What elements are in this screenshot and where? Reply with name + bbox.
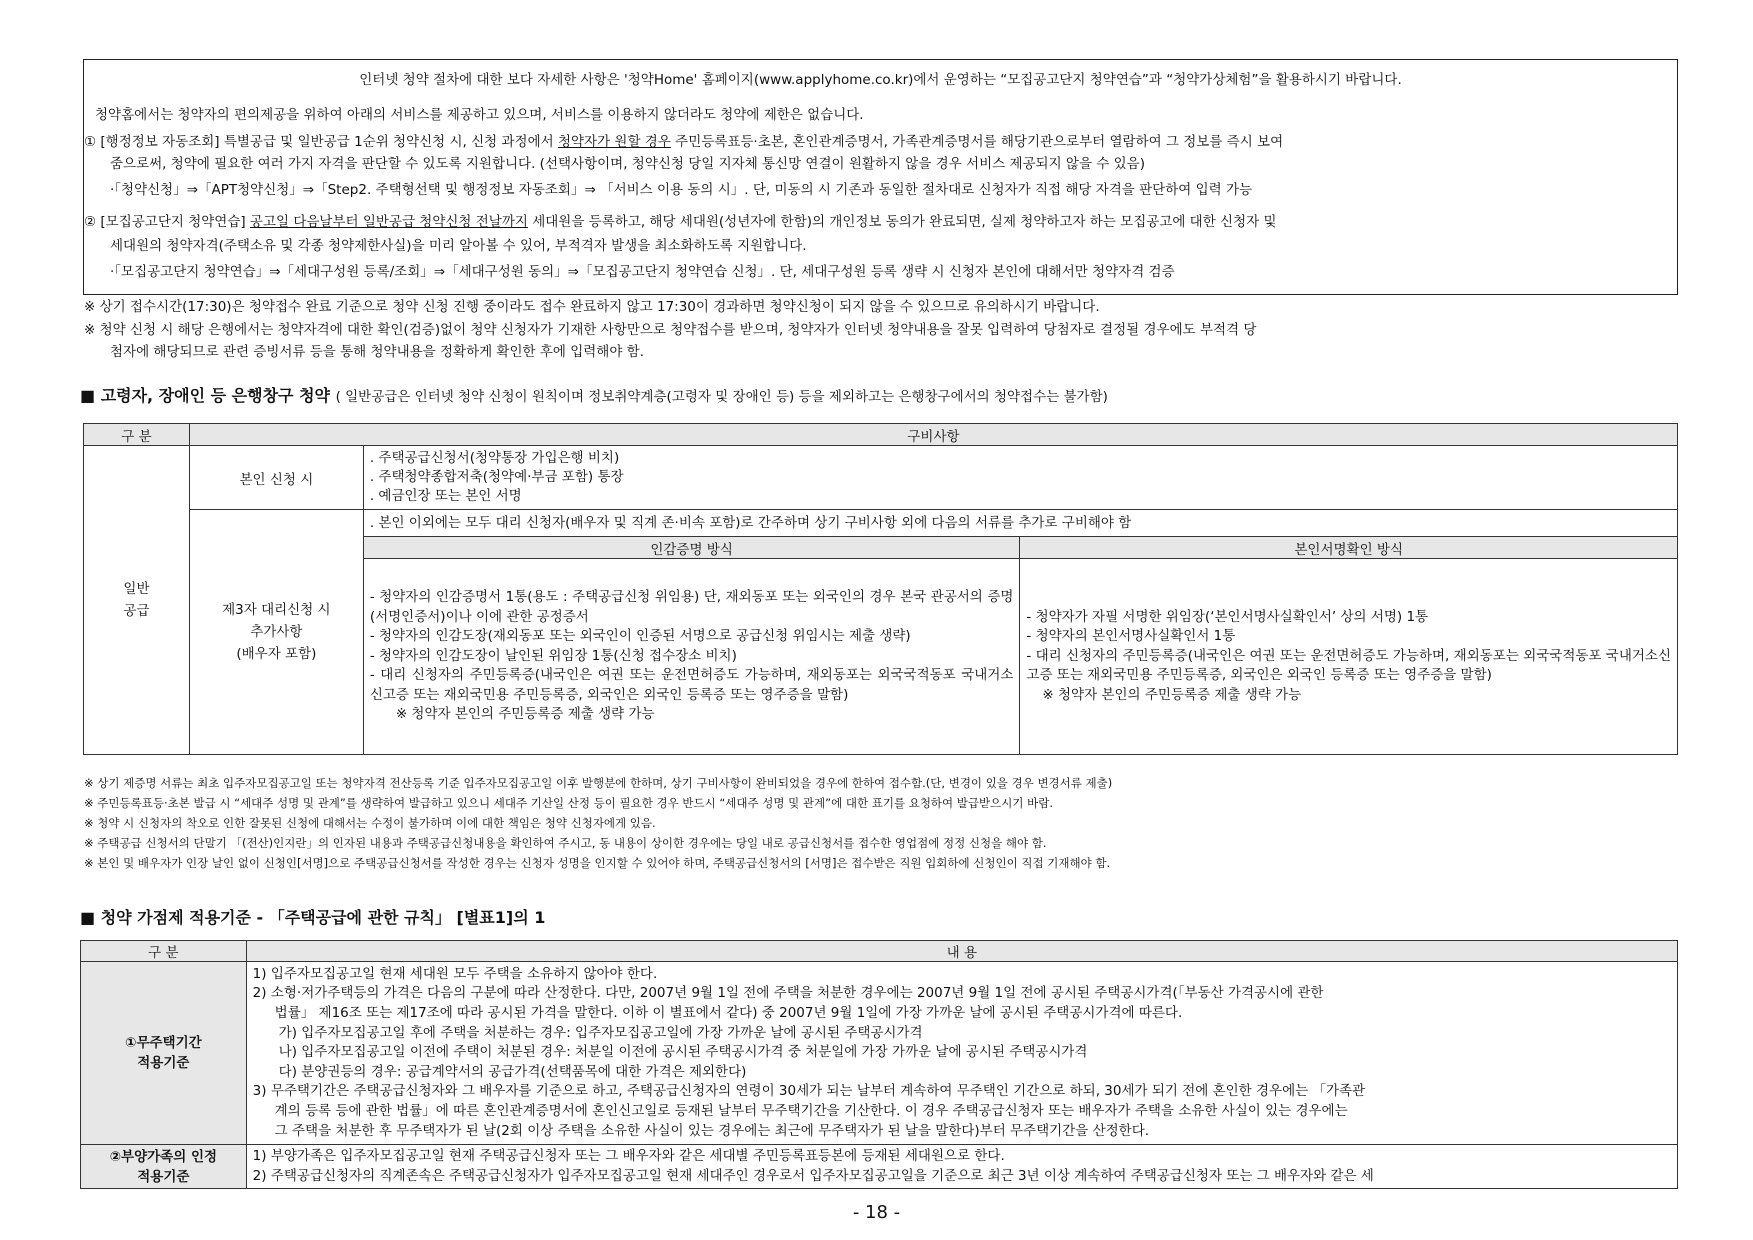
note-documents: ※ 상기 제증명 서류는 최초 입주자모집공고일 또는 청약자격 전산등록 기준 입주자모집공고일 이후 발행분에 한하며, 상기 구비사항이 완비되었을 경우에 한하여 접수함.(단, 변경이 있을 경우 변경서류 제출) bbox=[84, 776, 1113, 790]
th-seal-certificate: 인감증명 방식 bbox=[363, 537, 1020, 559]
info-item-1-line-3: ·「청약신청」⇒「APT청약신청」⇒「Step2. 주택형선택 및 행정정보 자동조회」⇒ 「서비스 이용 동의 시」. 단, 미동의 시 기존과 동일한 절차대로 신청자가 직접 해당 자격을 판단하여 입력 가능 bbox=[110, 182, 1253, 198]
content-line: 그 주택을 처분한 후 무주택자가 된 날(2회 이상 주택을 소유한 사실이 있는 경우에는 최근에 무주택자가 된 날을 말한다)부터 무주택기간을 산정한다. bbox=[274, 1122, 1150, 1139]
cell-dependents-content bbox=[246, 1145, 1677, 1189]
self-item: . 주택공급신청서(청약통장 가입은행 비치) bbox=[369, 450, 620, 466]
content-line: 2) 주택공급신청자의 직계존속은 주택공급신청자가 입주자모집공고일 현재 세대주인 경우로서 입주자모집공고일을 기준으로 최근 3년 이상 계속하여 주택공급신청자 또는 그 배우자와 같은 세 bbox=[252, 1167, 1374, 1184]
table-bank-requirements bbox=[83, 423, 1678, 755]
cell-no-house-content bbox=[246, 962, 1677, 1145]
cell-seal-method-items bbox=[363, 559, 1020, 755]
th-gubun: 구 분 bbox=[84, 424, 190, 446]
content-line: 계의 등록 등에 관한 법률」에 따른 혼인관계증명서에 혼인신고일로 등재된 날부터 무주택기간을 기산한다. 이 경우 주택공급신청자 또는 배우자가 주택을 소유한 사실이 있는 경우에는 bbox=[274, 1102, 1348, 1119]
seal-item: - 청약자의 인감도장(재외동포 또는 외국인이 인증된 서명으로 공급신청 위임시는 제출 생략) bbox=[369, 628, 911, 645]
cell-proxy-label: 제3자 대리신청 시 추가사항 (배우자 포함) bbox=[189, 510, 363, 755]
content-line: 나) 입주자모집공고일 이전에 주택이 처분된 경우: 처분일 이전에 공시된 주택공시가격 중 처분일에 가장 가까운 날에 공시된 주택공시가격 bbox=[278, 1044, 1088, 1061]
info-item-2-line-2: 세대원의 청약자격(주택소유 및 각종 청약제한사실)을 미리 알아볼 수 있어, 부적격자 발생을 최소화하도록 지원합니다. bbox=[110, 238, 807, 254]
seal-item: - 대리 신청자의 주민등록증(내국인은 여권 또는 운전면허증도 가능하며, 재외동포는 외국국적동포 국내거소신고증 또는 재외국민용 주민등록증, 외국인은 외국인 등록증 또는 영주증을 말함) bbox=[369, 667, 1014, 703]
section-title-point-system: ■ 청약 가점제 적용기준 - 「주택공급에 관한 규칙」 [별표1]의 1 bbox=[80, 908, 546, 927]
note-resident-registration: ※ 주민등록표등·초본 발급 시 “세대주 성명 및 관계”를 생략하여 발급하고 있으니 세대주 기산일 산정 등이 필요한 경우 반드시 “세대주 성명 및 관계”에 대한 표기를 요청하여 발급받으시기 바람. bbox=[84, 796, 1053, 810]
note-receipt-time: ※ 상기 접수시간(17:30)은 청약접수 완료 기준으로 청약 신청 진행 중이라도 접수 완료하지 않고 17:30이 경과하면 청약신청이 되지 않을 수 있으므로 유의하시기 바랍니다. bbox=[84, 299, 1100, 315]
cell-self-apply-items bbox=[363, 446, 1677, 510]
note-signature: ※ 본인 및 배우자가 인장 날인 없이 신청인[서명]으로 주택공급신청서를 작성한 경우는 신청자 성명을 인지할 수 있어야 하며, 주택공급신청서의 [서명]은 접수받은 직원 입회하에 신청인이 직접 기재해야 함. bbox=[84, 856, 1111, 870]
th-gubun-2: 구 분 bbox=[81, 941, 247, 962]
info-item-2-line-3: ·「모집공고단지 청약연습」⇒「세대구성원 등록/조회」⇒「세대구성원 동의」⇒「모집공고단지 청약연습 신청」. 단, 세대구성원 등록 생략 시 신청자 본인에 대해서만 청약자격 검증 bbox=[110, 264, 1175, 280]
cell-general-supply: 일반 공급 bbox=[84, 446, 190, 755]
cell-no-house-period: ①무주택기간 적용기준 bbox=[81, 962, 247, 1145]
content-line: 다) 분양권등의 경우: 공급계약서의 공급가격(선택품목에 대한 가격은 제외한다) bbox=[278, 1063, 747, 1080]
cell-dependents: ②부양가족의 인정 적용기준 bbox=[81, 1145, 247, 1189]
self-item: . 예금인장 또는 본인 서명 bbox=[369, 488, 522, 504]
seal-item: - 청약자의 인감증명서 1통(용도 : 주택공급신청 위임용) 단, 재외동포 또는 외국인의 경우 본국 관공서의 증명(서명인증서)이나 이에 관한 공정증서 bbox=[369, 589, 1014, 625]
signature-item: - 청약자의 본인서명사실확인서 1통 bbox=[1026, 628, 1236, 645]
seal-item: - 청약자의 인감도장이 날인된 위임장 1통(신청 접수장소 비치) bbox=[369, 647, 737, 664]
content-line: 1) 부양가족은 입주자모집공고일 현재 주택공급신청자 또는 그 배우자와 같은 세대별 주민등록표등본에 등재된 세대원으로 한다. bbox=[252, 1148, 1005, 1164]
note-mistake: ※ 청약 시 신청자의 착오로 인한 잘못된 신청에 대해서는 수정이 불가하며 이에 대한 책임은 청약 신청자에게 있음. bbox=[84, 816, 656, 830]
content-line: 2) 소형·저가주택등의 가격은 다음의 구분에 따라 산정한다. 다만, 2007년 9월 1일 전에 주택을 처분한 경우에는 2007년 9월 1일 전에 공시된 주택공시가격(「부동산 가격공시에 관한 bbox=[252, 985, 1324, 1002]
th-signature-confirm: 본인서명확인 방식 bbox=[1020, 537, 1678, 559]
info-intro: 인터넷 청약 절차에 대한 보다 자세한 사항은 '청약Home' 홈페이지(www.applyhome.co.kr)에서 운영하는 “모집공고단지 청약연습”과 “청약가상체험”을 활용하시기 바랍니다. bbox=[359, 72, 1402, 88]
content-line: 1) 입주자모집공고일 현재 세대원 모두 주택을 소유하지 않아야 한다. bbox=[252, 965, 658, 982]
info-item-2-line-1: ② [모집공고단지 청약연습] 공고일 다음날부터 일반공급 청약신청 전날까지 세대원을 등록하고, 해당 세대원(성년자에 한함)의 개인정보 동의가 완료되면, 실제 청약하고자 하는 모집공고에 대한 신청자 및 bbox=[84, 214, 1277, 230]
th-content: 내 용 bbox=[246, 941, 1677, 962]
th-requirements: 구비사항 bbox=[189, 424, 1677, 446]
info-box bbox=[83, 59, 1678, 295]
note-terminal: ※ 주택공급 신청서의 단말기 「(전산)인지란」의 인자된 내용과 주택공급신청내용을 확인하여 주시고, 동 내용이 상이한 경우에는 당일 내로 공급신청서를 접수한 영업점에 정정 신청을 해야 함. bbox=[84, 836, 1047, 850]
content-line: 가) 입주자모집공고일 후에 주택을 처분하는 경우: 입주자모집공고일에 가장 가까운 날에 공시된 주택공시가격 bbox=[278, 1024, 923, 1041]
info-service: 청약홈에서는 청약자의 편의제공을 위하여 아래의 서비스를 제공하고 있으며, 서비스를 이용하지 않더라도 청약에 제한은 없습니다. bbox=[95, 107, 864, 123]
content-line: 법률」 제16조 또는 제17조에 따라 공시된 가격을 말한다. 이하 이 별표에서 같다) 중 2007년 9월 1일에 가장 가까운 날에 공시된 주택공시가격에 따른다. bbox=[274, 1005, 1183, 1022]
signature-item: - 대리 신청자의 주민등록증(내국인은 여권 또는 운전면허증도 가능하며, 재외동포는 외국국적동포 국내거소신고증 또는 재외국민용 주민등록증, 외국인은 외국인 등록증 또는 영주증을 말함) bbox=[1026, 647, 1671, 684]
seal-item: ※ 청약자 본인의 주민등록증 제출 생략 가능 bbox=[395, 706, 655, 723]
cell-self-apply-label: 본인 신청 시 bbox=[189, 446, 363, 510]
page-number: - 18 - bbox=[852, 1202, 901, 1223]
content-line: 3) 무주택기간은 주택공급신청자와 그 배우자를 기준으로 하고, 주택공급신청자의 연령이 30세가 되는 날부터 계속하여 무주택인 기간으로 하되, 30세가 되기 전에 혼인한 경우에는 「가족관 bbox=[252, 1083, 1366, 1100]
section-title-bank-window: ■ 고령자, 장애인 등 은행창구 청약 ( 일반공급은 인터넷 청약 신청이 원칙이며 정보취약계층(고령자 및 장애인 등) 등을 제외하고는 은행창구에서의 청약접수는 불가함) bbox=[80, 386, 1108, 405]
info-item-1-line-2: 줌으로써, 청약에 필요한 여러 가지 자격을 판단할 수 있도록 지원합니다. (선택사항이며, 청약신청 당일 지자체 통신망 연결이 원활하지 않을 경우 서비스 제공되지 않을 수 있음) bbox=[110, 156, 1145, 172]
cell-signature-method-items bbox=[1020, 559, 1678, 755]
signature-item: ※ 청약자 본인의 주민등록증 제출 생략 가능 bbox=[1042, 686, 1302, 703]
note-bank-receipt-cont: 첨자에 해당되므로 관련 증빙서류 등을 통해 청약내용을 정확하게 확인한 후에 입력해야 함. bbox=[110, 344, 645, 360]
note-bank-receipt: ※ 청약 신청 시 해당 은행에서는 청약자격에 대한 확인(검증)없이 청약 신청자가 기재한 사항만으로 청약접수를 받으며, 청약자가 인터넷 청약내용을 잘못 입력하여 당첨자로 결정될 경우에도 부적격 당 bbox=[84, 322, 1257, 338]
cell-proxy-intro: . 본인 이외에는 모두 대리 신청자(배우자 및 직계 존·비속 포함)로 간주하며 상기 구비사항 외에 다음의 서류를 추가로 구비해야 함 bbox=[363, 510, 1677, 537]
info-item-1-line-1: ① [행정정보 자동조회] 특별공급 및 일반공급 1순위 청약신청 시, 신청 과정에서 청약자가 원할 경우 주민등록표등·초본, 혼인관계증명서, 가족관계증명서를 해당기관으로부터 열람하여 그 정보를 즉시 보여 bbox=[84, 134, 1284, 150]
signature-item: - 청약자가 자필 서명한 위임장(‘본인서명사실확인서’ 상의 서명) 1통 bbox=[1026, 608, 1429, 625]
self-item: . 주택청약종합저축(청약예·부금 포함) 통장 bbox=[369, 469, 624, 485]
table-point-system bbox=[80, 940, 1678, 1189]
